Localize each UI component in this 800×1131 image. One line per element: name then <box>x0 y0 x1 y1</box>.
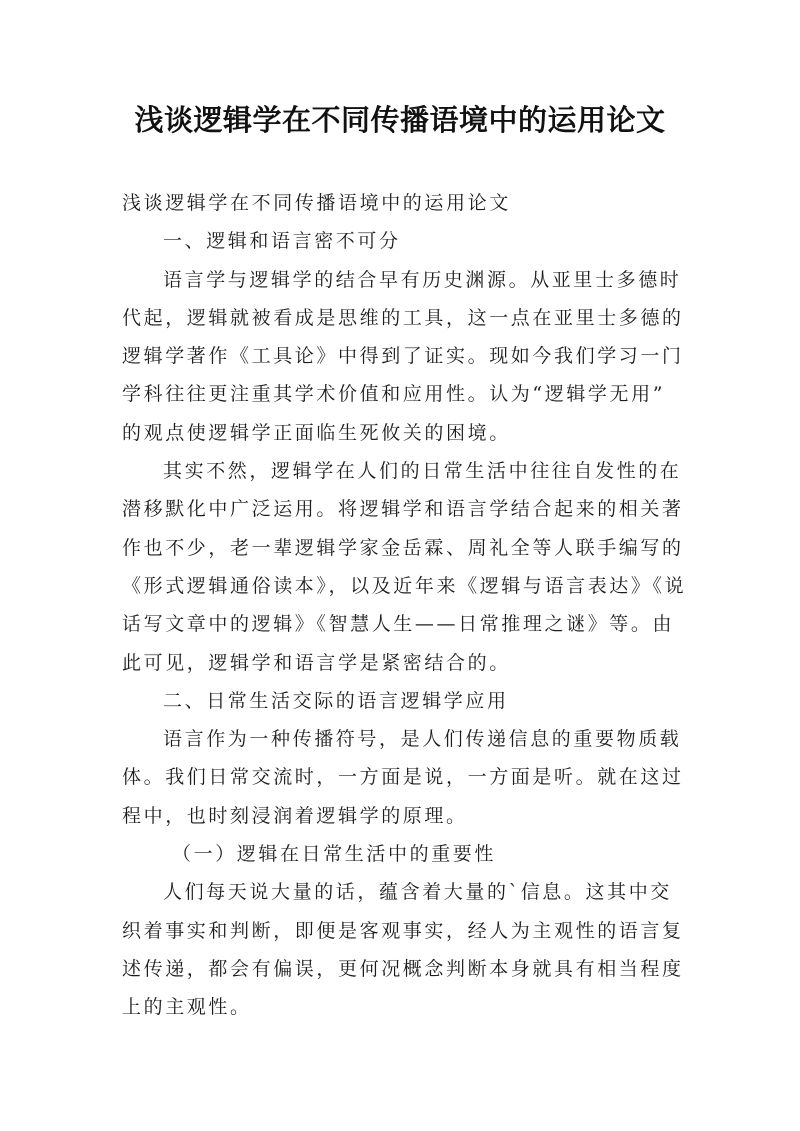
subsection-heading: （一）逻辑在日常生活中的重要性 <box>172 843 497 866</box>
paragraph-line: 此可见，逻辑学和语言学是紧密结合的。 <box>122 651 511 674</box>
paragraph-line: 话写文章中的逻辑》《智慧人生——日常推理之谜》等。由 <box>122 613 675 636</box>
paragraph-line: 上的主观性。 <box>122 996 252 1019</box>
paragraph-line: 逻辑学著作《工具论》中得到了证实。现如今我们学习一门 <box>122 345 684 368</box>
section-heading-1: 一、逻辑和语言密不可分 <box>163 230 401 253</box>
paragraph-line: 语言学与逻辑学的结合早有历史渊源。从亚里士多德时 <box>163 268 682 291</box>
paragraph-line: 学科往往更注重其学术价值和应用性。认为“逻辑学无用” <box>122 383 666 406</box>
paragraph-line: 其实不然，逻辑学在人们的日常生活中往往自发性的在 <box>163 460 682 483</box>
paragraph-line: 程中，也时刻浸润着逻辑学的原理。 <box>122 804 468 827</box>
paragraph-line: 语言作为一种传播符号，是人们传递信息的重要物质载 <box>163 728 682 751</box>
paragraph-line: 的观点使逻辑学正面临生死攸关的困境。 <box>122 421 511 444</box>
paragraph-line: 人们每天说大量的话，蕴含着大量的`信息。这其中交 <box>163 881 672 904</box>
paragraph-line: 织着事实和判断，即便是客观事实，经人为主观性的语言复 <box>122 919 684 942</box>
paragraph-line: 述传递，都会有偏误，更何况概念判断本身就具有相当程度 <box>122 957 684 980</box>
section-heading-2: 二、日常生活交际的语言逻辑学应用 <box>163 689 509 712</box>
paragraph-line: 《形式逻辑通俗读本》，以及近年来《逻辑与语言表达》《说 <box>122 574 687 597</box>
paragraph-line: 体。我们日常交流时，一方面是说，一方面是听。就在这过 <box>122 766 684 789</box>
document-body <box>122 184 687 1027</box>
paragraph-line: 潜移默化中广泛运用。将逻辑学和语言学结合起来的相关著 <box>122 498 684 521</box>
body-line-subtitle: 浅谈逻辑学在不同传播语境中的运用论文 <box>122 192 511 214</box>
paragraph-line: 代起，逻辑就被看成是思维的工具，这一点在亚里士多德的 <box>122 306 684 329</box>
paragraph-line: 作也不少，老一辈逻辑学家金岳霖、周礼全等人联手编写的 <box>122 536 684 559</box>
document-title: 浅谈逻辑学在不同传播语境中的运用论文 <box>134 103 666 137</box>
